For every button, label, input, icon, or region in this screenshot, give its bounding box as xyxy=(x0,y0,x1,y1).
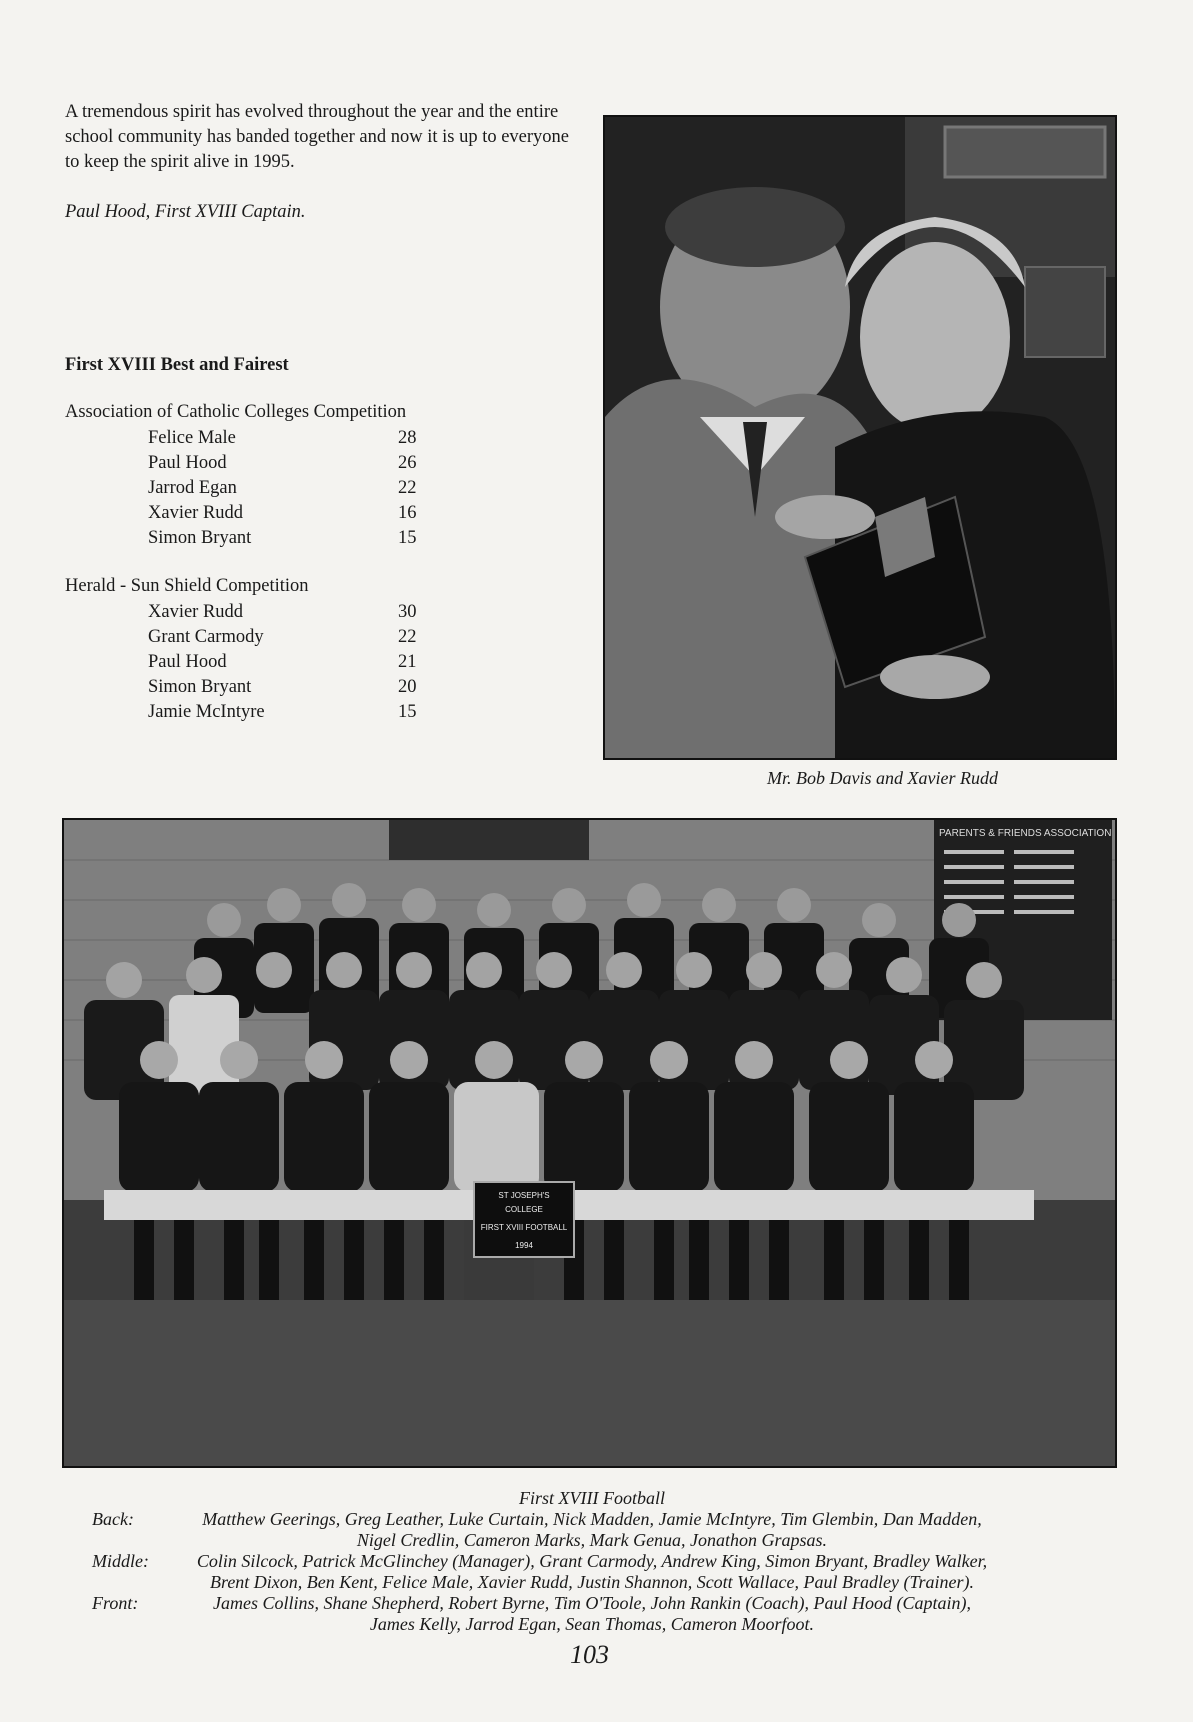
caption-names: Nigel Credlin, Cameron Marks, Mark Genua, Jonathon Grapsas. xyxy=(356,1530,828,1550)
player-votes: 21 xyxy=(398,652,417,672)
honour-board-header: PARENTS & FRIENDS ASSOCIATION xyxy=(939,828,1112,839)
player-name: Xavier Rudd xyxy=(148,503,244,523)
competition-title: Herald - Sun Shield Competition xyxy=(65,576,309,596)
result-row xyxy=(148,501,428,526)
player-votes: 30 xyxy=(398,602,417,622)
team-photo-caption xyxy=(62,1488,1122,1635)
sign-line: ST JOSEPH'S xyxy=(498,1191,550,1200)
player-votes: 16 xyxy=(398,503,417,523)
presentation-photo-image xyxy=(605,117,1115,758)
result-row xyxy=(148,600,428,625)
caption-row-label: Back: xyxy=(92,1509,134,1529)
team-photo-image xyxy=(64,820,1115,1466)
result-row xyxy=(148,650,428,675)
team-photo xyxy=(62,818,1117,1468)
player-votes: 15 xyxy=(398,528,417,548)
intro-paragraph: A tremendous spirit has evolved throughout the year and the entire school community has banded together and now it is up to everyone to keep the spirit alive in 1995. xyxy=(65,102,570,172)
caption-row-middle xyxy=(62,1551,1122,1593)
sign-line: COLLEGE xyxy=(505,1205,543,1214)
player-name: Simon Bryant xyxy=(148,677,252,697)
player-votes: 28 xyxy=(398,428,417,448)
result-row xyxy=(148,451,428,476)
player-name: Jarrod Egan xyxy=(148,478,237,498)
result-row xyxy=(148,476,428,501)
player-votes: 15 xyxy=(398,702,417,722)
caption-names: Brent Dixon, Ben Kent, Felice Male, Xavier Rudd, Justin Shannon, Scott Wallace, Paul Bradley (Trainer). xyxy=(209,1572,974,1592)
player-votes: 22 xyxy=(398,478,417,498)
result-row xyxy=(148,625,428,650)
sign-line: FIRST XVIII FOOTBALL xyxy=(480,1223,568,1232)
sign-line: 1994 xyxy=(515,1241,533,1250)
caption-names: Matthew Geerings, Greg Leather, Luke Curtain, Nick Madden, Jamie McIntyre, Tim Glembin, Dan Madden, xyxy=(202,1509,982,1529)
caption-names: James Kelly, Jarrod Egan, Sean Thomas, Cameron Moorfoot. xyxy=(369,1614,815,1634)
competition-results xyxy=(148,600,428,725)
player-name: Grant Carmody xyxy=(148,627,264,647)
player-votes: 20 xyxy=(398,677,417,697)
caption-names: Colin Silcock, Patrick McGlinchey (Manager), Grant Carmody, Andrew King, Simon Bryant, Bradley Walker, xyxy=(196,1551,988,1571)
presentation-photo-caption: Mr. Bob Davis and Xavier Rudd xyxy=(767,768,998,788)
caption-row-label: Middle: xyxy=(92,1551,149,1571)
player-name: Paul Hood xyxy=(148,453,227,473)
caption-row-back xyxy=(62,1509,1122,1551)
result-row xyxy=(148,700,428,725)
presentation-photo xyxy=(603,115,1117,760)
player-name: Paul Hood xyxy=(148,652,227,672)
caption-row-front xyxy=(62,1593,1122,1635)
result-row xyxy=(148,526,428,551)
caption-names: James Collins, Shane Shepherd, Robert Byrne, Tim O'Toole, John Rankin (Coach), Paul Hood (Captain), xyxy=(213,1593,971,1613)
page-number: 103 xyxy=(570,1640,609,1669)
player-name: Simon Bryant xyxy=(148,528,252,548)
caption-row-label: Front: xyxy=(92,1593,139,1613)
team-photo-title: First XVIII Football xyxy=(519,1488,665,1508)
player-name: Jamie McIntyre xyxy=(148,702,265,722)
result-row xyxy=(148,426,428,451)
player-name: Xavier Rudd xyxy=(148,602,244,622)
player-votes: 26 xyxy=(398,453,417,473)
result-row xyxy=(148,675,428,700)
player-name: Felice Male xyxy=(148,428,236,448)
captain-signoff: Paul Hood, First XVIII Captain. xyxy=(65,202,306,222)
best-and-fairest-heading: First XVIII Best and Fairest xyxy=(65,355,289,375)
player-votes: 22 xyxy=(398,627,417,647)
competition-title: Association of Catholic Colleges Competition xyxy=(65,402,407,422)
competition-results xyxy=(148,426,428,551)
